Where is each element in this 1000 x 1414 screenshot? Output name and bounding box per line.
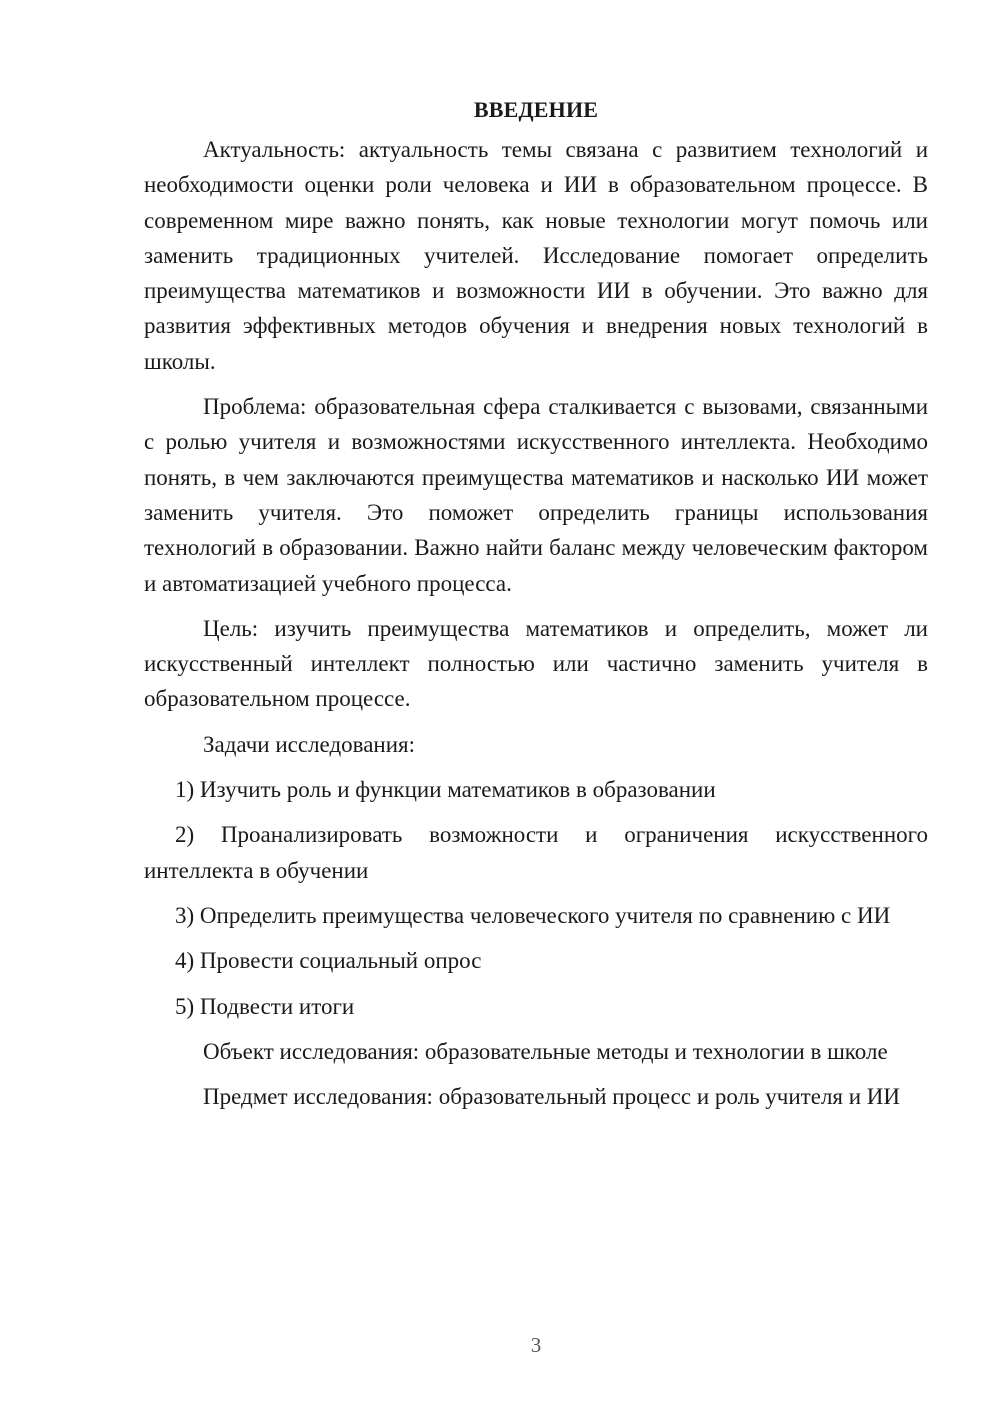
paragraph-object: Объект исследования: образовательные методы и технологии в школе — [203, 1038, 888, 1064]
task-item-4: 4) Провести социальный опрос — [175, 948, 482, 974]
task-item-1: 1) Изучить роль и функции математиков в образовании — [175, 777, 716, 803]
task-item-2: 2) Проанализировать возможности и ограничения искусственного интеллекта в обучении — [144, 822, 928, 883]
paragraph-relevance: Актуальность: актуальность темы связана с развитием технологий и необходимости оценки роли человека и ИИ в образовательном процессе. В современном мире важно понять, как новые технологии могут помочь или заменить традиционных учителей. Исследование помогает определить преимущества математиков и возможности ИИ в обучении. Это важно для развития эффективных методов обучения и внедрения новых технологий в школы. — [144, 137, 928, 374]
paragraph-problem: Проблема: образовательная сфера сталкивается с вызовами, связанными с ролью учителя и возможностями искусственного интеллекта. Необходимо понять, в чем заключаются преимущества математиков и насколько ИИ может заменить учителя. Это поможет определить границы использования технологий в образовании. Важно найти баланс между человеческим фактором и автоматизацией учебного процесса. — [144, 394, 928, 596]
page-number: 3 — [530, 1333, 542, 1357]
paragraph-goal: Цель: изучить преимущества математиков и определить, может ли искусственный интеллект полностью или частично заменить учителя в образовательном процессе. — [144, 615, 928, 712]
paragraph-tasks-heading: Задачи исследования: — [203, 731, 416, 757]
task-item-5: 5) Подвести итоги — [175, 993, 355, 1019]
task-item-3: 3) Определить преимущества человеческого учителя по сравнению с ИИ — [175, 902, 891, 928]
section-title: ВВЕДЕНИЕ — [473, 97, 599, 122]
document-page — [144, 92, 928, 1124]
paragraph-subject: Предмет исследования: образовательный процесс и роль учителя и ИИ — [203, 1084, 901, 1110]
